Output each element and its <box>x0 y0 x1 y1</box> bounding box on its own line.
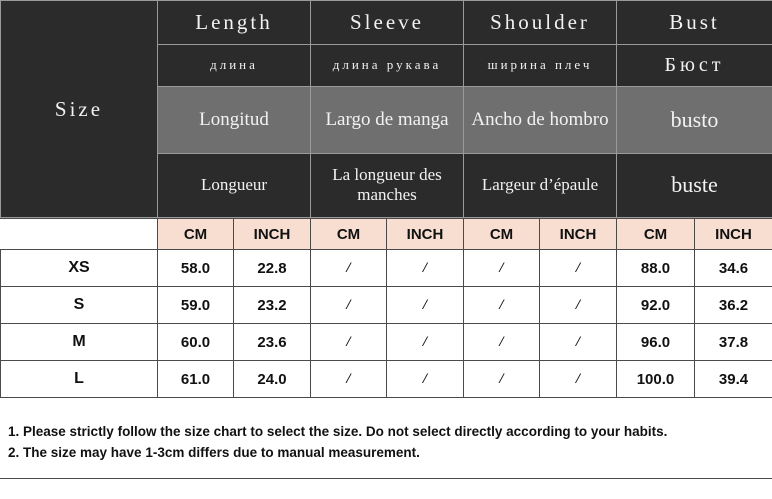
table-row <box>1 287 772 324</box>
header-bust-en: Bust <box>617 1 772 45</box>
header-shoulder-es: Ancho de hombro <box>464 87 617 153</box>
cell-sleeve-cm: / <box>311 250 387 287</box>
units-row <box>1 219 772 250</box>
header-length-fr: Longueur <box>158 153 311 217</box>
header-shoulder-ru: ширина плеч <box>464 45 617 87</box>
unit-sleeve-inch: INCH <box>387 219 464 250</box>
header-sleeve-en: Sleeve <box>311 1 464 45</box>
notes-divider <box>0 478 772 479</box>
header-bust-fr: buste <box>617 153 772 217</box>
size-header-cell: Size <box>1 1 158 218</box>
cell-length-inch: 23.6 <box>234 324 311 361</box>
cell-bust-cm: 100.0 <box>617 361 695 398</box>
cell-length-cm: 60.0 <box>158 324 234 361</box>
cell-length-cm: 58.0 <box>158 250 234 287</box>
cell-shoulder-inch: / <box>540 250 617 287</box>
header-row-english <box>1 1 772 45</box>
table-header-block <box>0 0 772 218</box>
header-table <box>0 0 772 218</box>
header-shoulder-fr: Largeur d’épaule <box>464 153 617 217</box>
cell-length-inch: 24.0 <box>234 361 311 398</box>
cell-length-cm: 59.0 <box>158 287 234 324</box>
cell-length-inch: 22.8 <box>234 250 311 287</box>
header-sleeve-es: Largo de manga <box>311 87 464 153</box>
row-size-label: M <box>1 324 158 361</box>
header-length-en: Length <box>158 1 311 45</box>
measurements-table <box>0 218 772 398</box>
cell-shoulder-inch: / <box>540 324 617 361</box>
header-bust-es: busto <box>617 87 772 153</box>
header-length-es: Longitud <box>158 87 311 153</box>
table-row <box>1 324 772 361</box>
unit-length-inch: INCH <box>234 219 311 250</box>
cell-length-inch: 23.2 <box>234 287 311 324</box>
cell-bust-inch: 37.8 <box>695 324 772 361</box>
cell-shoulder-cm: / <box>464 361 540 398</box>
row-size-label: S <box>1 287 158 324</box>
note-line-2: 2. The size may have 1-3cm differs due to manual measurement. <box>8 445 420 461</box>
cell-length-cm: 61.0 <box>158 361 234 398</box>
notes-section <box>0 417 772 462</box>
unit-shoulder-inch: INCH <box>540 219 617 250</box>
unit-length-cm: CM <box>158 219 234 250</box>
cell-shoulder-inch: / <box>540 361 617 398</box>
cell-shoulder-inch: / <box>540 287 617 324</box>
note-line-1: 1. Please strictly follow the size chart to select the size. Do not select directly according to your habits. <box>8 424 668 439</box>
cell-bust-inch: 39.4 <box>695 361 772 398</box>
table-row <box>1 361 772 398</box>
header-shoulder-en: Shoulder <box>464 1 617 45</box>
cell-bust-cm: 92.0 <box>617 287 695 324</box>
cell-shoulder-cm: / <box>464 287 540 324</box>
header-bust-ru: Бюст <box>617 45 772 87</box>
cell-sleeve-inch: / <box>387 361 464 398</box>
cell-sleeve-cm: / <box>311 324 387 361</box>
header-length-ru: длина <box>158 45 311 87</box>
unit-shoulder-cm: CM <box>464 219 540 250</box>
cell-sleeve-inch: / <box>387 287 464 324</box>
cell-bust-inch: 34.6 <box>695 250 772 287</box>
row-size-label: XS <box>1 250 158 287</box>
cell-bust-inch: 36.2 <box>695 287 772 324</box>
cell-sleeve-cm: / <box>311 287 387 324</box>
cell-shoulder-cm: / <box>464 324 540 361</box>
header-sleeve-ru: длина рукава <box>311 45 464 87</box>
cell-shoulder-cm: / <box>464 250 540 287</box>
cell-sleeve-inch: / <box>387 250 464 287</box>
row-size-label: L <box>1 361 158 398</box>
cell-bust-cm: 88.0 <box>617 250 695 287</box>
unit-sleeve-cm: CM <box>311 219 387 250</box>
header-sleeve-fr: La longueur des manches <box>311 153 464 217</box>
cell-sleeve-cm: / <box>311 361 387 398</box>
units-blank-cell <box>1 219 158 250</box>
cell-bust-cm: 96.0 <box>617 324 695 361</box>
cell-sleeve-inch: / <box>387 324 464 361</box>
unit-bust-inch: INCH <box>695 219 772 250</box>
unit-bust-cm: CM <box>617 219 695 250</box>
table-row <box>1 250 772 287</box>
